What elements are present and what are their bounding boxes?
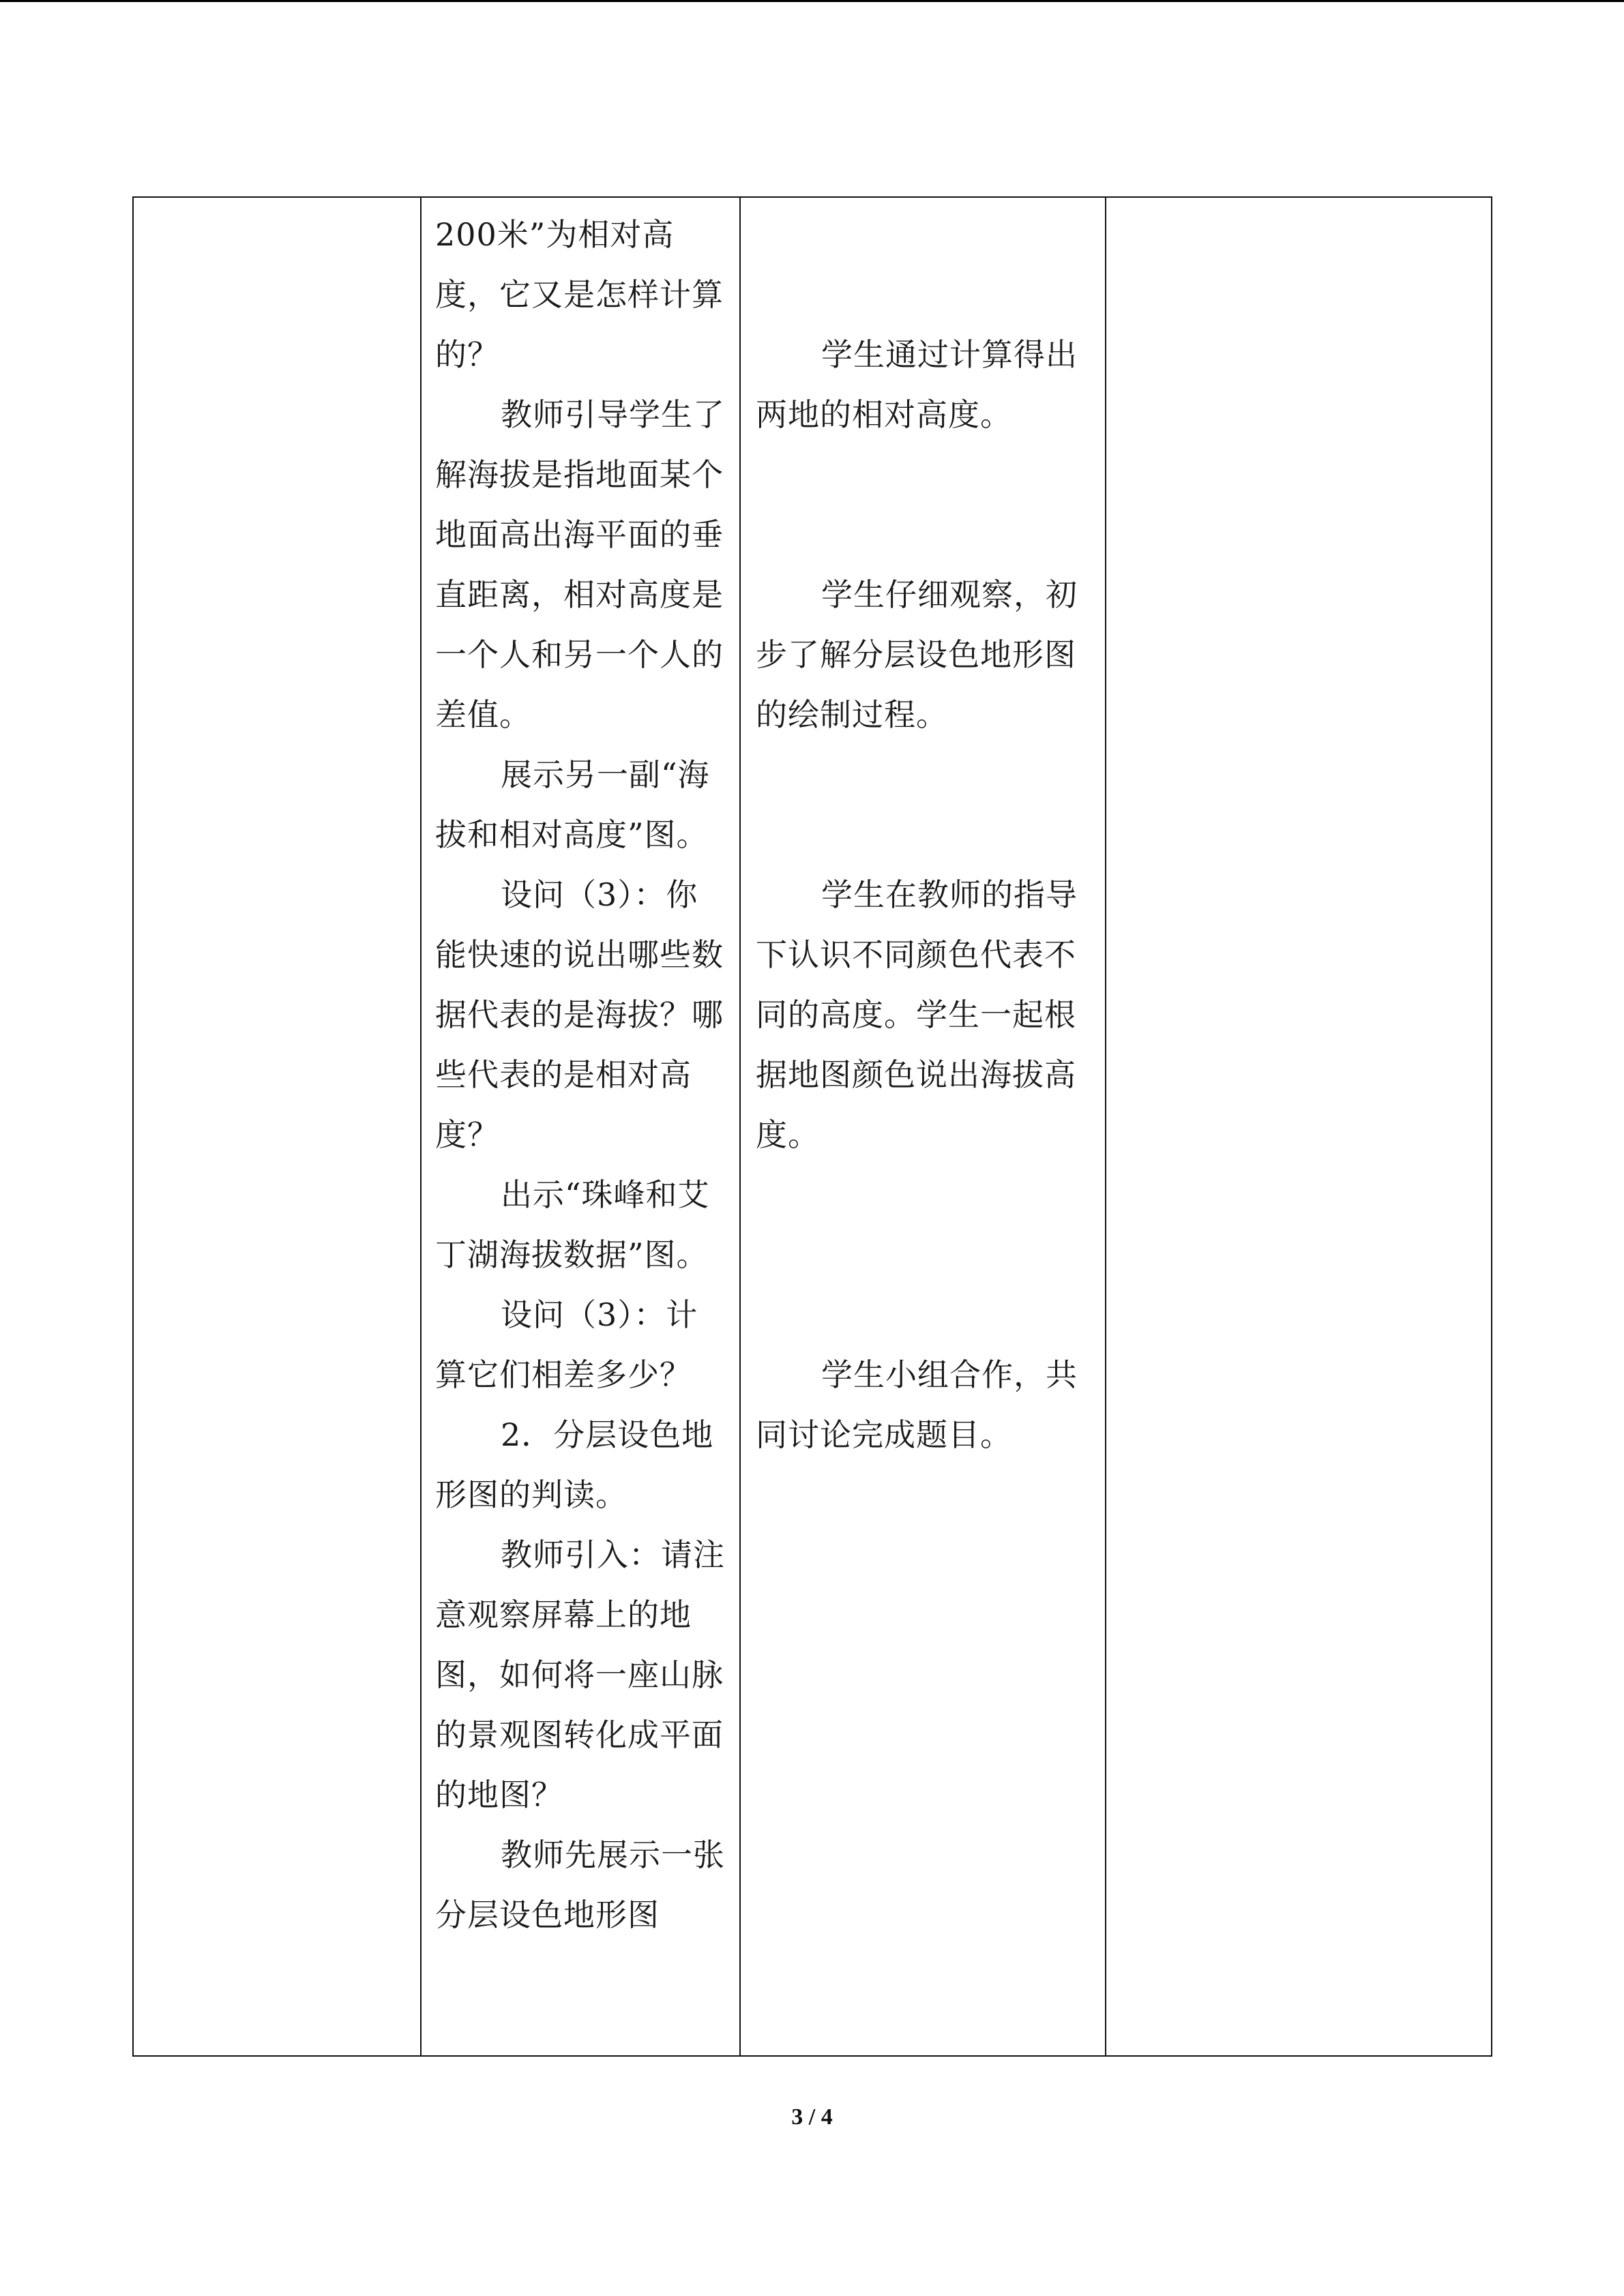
teacher-text: 出示“珠峰和艾丁湖海拔数据”图。 (435, 1176, 710, 1273)
teacher-text: 设问（3）：计算它们相差多少？ (435, 1296, 698, 1393)
student-text: 学生在教师的指导下认识不同颜色代表不同的高度。学生一起根据地图颜色说出海拔高度。 (756, 876, 1078, 1153)
student-text: 学生仔细观察，初步了解分层设色地形图的绘制过程。 (756, 576, 1078, 733)
teacher-text: 教师先展示一张分层设色地形图 (435, 1836, 725, 1933)
teacher-text: 教师引入：请注意观察屏幕上的地图，如何将一座山脉的景观图转化成平面的地图？ (435, 1536, 725, 1813)
student-text: 学生通过计算得出两地的相对高度。 (756, 336, 1078, 433)
teacher-text: 教师引导学生了解海拔是指地面某个地面高出海平面的垂直距离，相对高度是一个人和另一个人的差值。 (435, 396, 725, 733)
teacher-text: 展示另一副“海拔和相对高度”图。 (435, 756, 710, 853)
student-activity-cell (756, 205, 1093, 1465)
column-divider (1105, 198, 1106, 2055)
student-text: 学生小组合作，共同讨论完成题目。 (756, 1356, 1078, 1453)
teacher-text: 2．分层设色地形图的判读。 (435, 1416, 714, 1513)
teacher-text: 200米”为相对高度，它又是怎样计算的？ (435, 216, 724, 373)
page-number: 3 / 4 (791, 2104, 833, 2130)
column-divider (420, 198, 422, 2055)
column-divider (739, 198, 741, 2055)
lesson-plan-table (132, 196, 1492, 2057)
teacher-activity-cell (435, 205, 726, 1945)
teacher-text: 设问（3）：你能快速的说出哪些数据代表的是海拔？哪些代表的是相对高度？ (435, 876, 724, 1153)
top-border-rule (0, 0, 1624, 2)
